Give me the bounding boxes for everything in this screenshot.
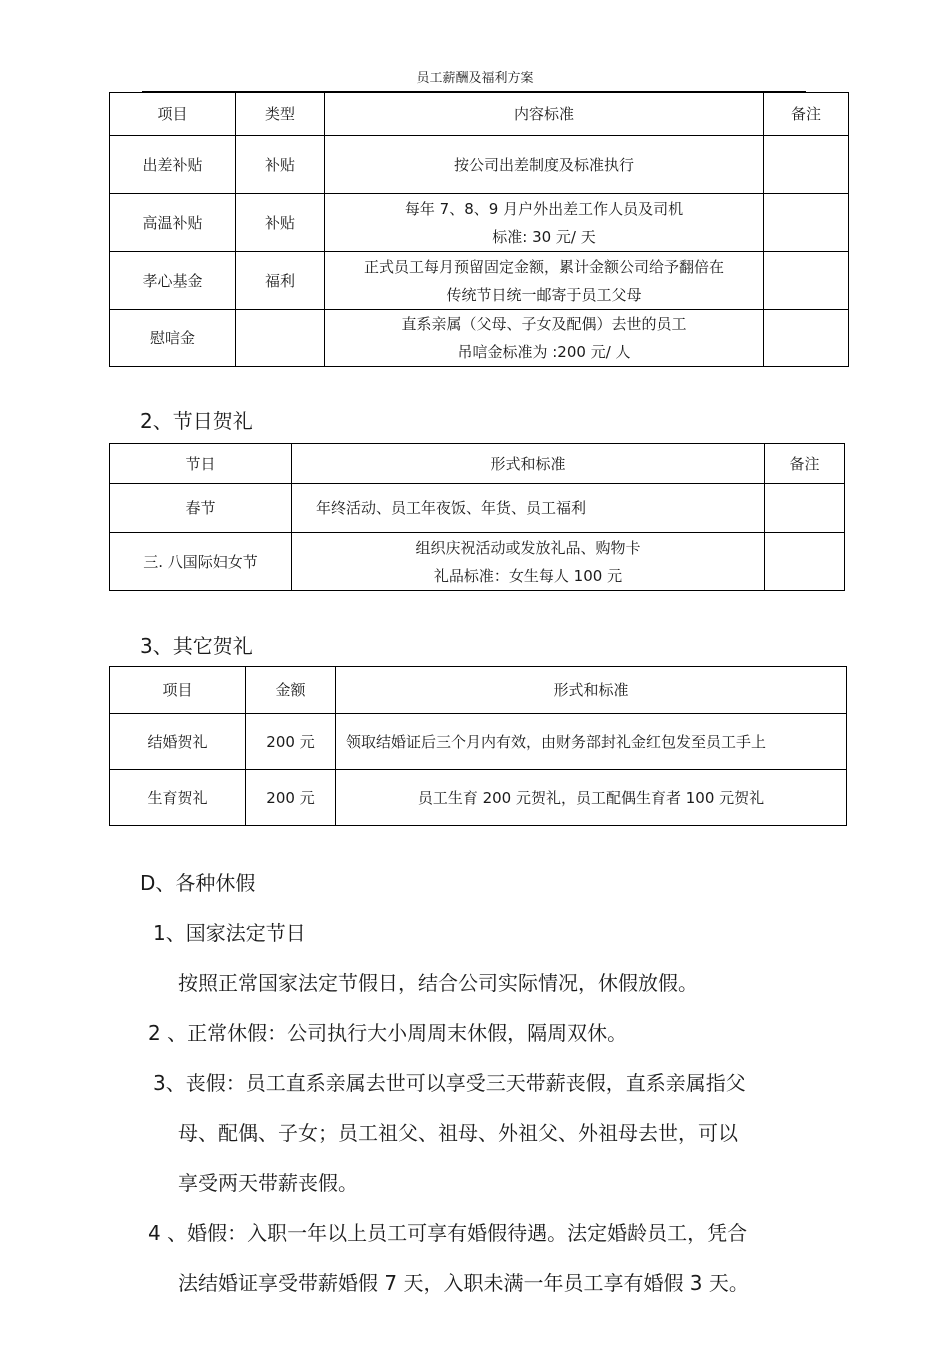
- type-cell: 补贴: [236, 194, 325, 252]
- column-header: 形式和标准: [292, 444, 765, 484]
- table-header-row: [110, 667, 847, 714]
- paragraph: 法结婚证享受带薪婚假 7 天，入职未满一年员工享有婚假 3 天。: [178, 1271, 749, 1295]
- content-cell: 员工生育 200 元贺礼，员工配偶生育者 100 元贺礼: [336, 770, 847, 826]
- table-row: [110, 484, 845, 533]
- table-header-row: [110, 444, 845, 484]
- note-cell: [765, 484, 845, 533]
- column-header: 备注: [764, 93, 849, 136]
- festival-gift-table: [109, 443, 845, 591]
- content-cell: 组织庆祝活动或发放礼品、购物卡 礼品标准：女生每人 100 元: [292, 533, 765, 591]
- column-header: 项目: [110, 667, 246, 714]
- festival-cell: 三. 八国际妇女节: [110, 533, 292, 591]
- paragraph: 母、配偶、子女；员工祖父、祖母、外祖父、外祖母去世，可以: [178, 1121, 738, 1145]
- table-row: [110, 310, 849, 367]
- column-header: 节日: [110, 444, 292, 484]
- column-header: 项目: [110, 93, 236, 136]
- paragraph: 4 、婚假：入职一年以上员工可享有婚假待遇。法定婚龄员工，凭合: [148, 1221, 748, 1245]
- table-row: [110, 252, 849, 310]
- content-cell: 每年 7、8、9 月户外出差工作人员及司机 标准: 30 元/ 天: [325, 194, 764, 252]
- note-cell: [765, 533, 845, 591]
- paragraph: 2 、正常休假：公司执行大小周周末休假，隔周双休。: [148, 1021, 628, 1045]
- column-header: 金额: [246, 667, 336, 714]
- festival-cell: 春节: [110, 484, 292, 533]
- table-row: [110, 770, 847, 826]
- content-cell: 领取结婚证后三个月内有效，由财务部封礼金红包发至员工手上: [336, 714, 847, 770]
- table-row: [110, 714, 847, 770]
- paragraph: 按照正常国家法定节假日，结合公司实际情况，休假放假。: [178, 971, 698, 995]
- table-row: [110, 136, 849, 194]
- table-row: [110, 533, 845, 591]
- page-header-title: 员工薪酬及福利方案: [416, 71, 534, 86]
- column-header: 备注: [765, 444, 845, 484]
- subsidy-table: [109, 92, 849, 367]
- subsection-heading: 1、国家法定节日: [153, 921, 306, 945]
- note-cell: [764, 136, 849, 194]
- item-cell: 生育贺礼: [110, 770, 246, 826]
- item-cell: 高温补贴: [110, 194, 236, 252]
- section-heading: 2、节日贺礼: [140, 409, 253, 433]
- column-header: 内容标准: [325, 93, 764, 136]
- paragraph: 享受两天带薪丧假。: [178, 1171, 358, 1195]
- section-heading: 3、其它贺礼: [140, 634, 253, 658]
- item-cell: 出差补贴: [110, 136, 236, 194]
- table-row: [110, 194, 849, 252]
- content-cell: 年终活动、员工年夜饭、年货、员工福利: [292, 484, 765, 533]
- type-cell: 补贴: [236, 136, 325, 194]
- table-header-row: [110, 93, 849, 136]
- section-heading: D、各种休假: [140, 871, 256, 895]
- note-cell: [764, 194, 849, 252]
- content-cell: 正式员工每月预留固定金额，累计金额公司给予翻倍在 传统节日统一邮寄于员工父母: [325, 252, 764, 310]
- item-cell: 慰唁金: [110, 310, 236, 367]
- note-cell: [764, 310, 849, 367]
- content-cell: 直系亲属（父母、子女及配偶）去世的员工 吊唁金标准为 :200 元/ 人: [325, 310, 764, 367]
- paragraph: 3、丧假：员工直系亲属去世可以享受三天带薪丧假，直系亲属指父: [153, 1071, 746, 1095]
- other-gift-table: [109, 666, 847, 826]
- column-header: 形式和标准: [336, 667, 847, 714]
- note-cell: [764, 252, 849, 310]
- amount-cell: 200 元: [246, 714, 336, 770]
- item-cell: 孝心基金: [110, 252, 236, 310]
- item-cell: 结婚贺礼: [110, 714, 246, 770]
- column-header: 类型: [236, 93, 325, 136]
- amount-cell: 200 元: [246, 770, 336, 826]
- type-cell: [236, 310, 325, 367]
- content-cell: 按公司出差制度及标准执行: [325, 136, 764, 194]
- type-cell: 福利: [236, 252, 325, 310]
